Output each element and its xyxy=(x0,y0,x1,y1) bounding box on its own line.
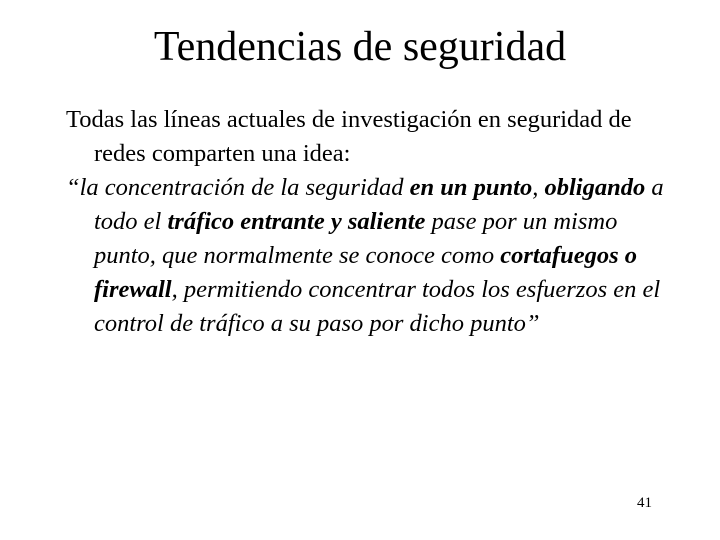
quote-paragraph xyxy=(66,171,676,341)
page-number: 41 xyxy=(637,495,652,511)
quote-text-3: a todo el xyxy=(94,174,664,235)
intro-paragraph: Todas las líneas actuales de investigación en seguridad de redes comparten una idea: xyxy=(66,106,632,167)
quote-emphasis-cortafuegos: cortafuegos o firewall xyxy=(94,242,637,303)
quote-emphasis-obligando: obligando xyxy=(544,174,646,201)
quote-text-2: , xyxy=(532,174,545,201)
slide-body xyxy=(66,103,676,341)
quote-text-1: “la concentración de la seguridad xyxy=(66,174,410,201)
quote-emphasis-trafico: tráfico entrante y saliente xyxy=(167,208,426,235)
slide-title: Tendencias de seguridad xyxy=(153,24,567,70)
quote-text-4: pase por un mismo punto, que normalmente se conoce como xyxy=(94,208,618,269)
quote-emphasis-en-un-punto: en un punto xyxy=(409,174,533,201)
quote-text-5: , permitiendo concentrar todos los esfuerzos en el control de tráfico a su paso por dicho punto” xyxy=(94,276,661,337)
